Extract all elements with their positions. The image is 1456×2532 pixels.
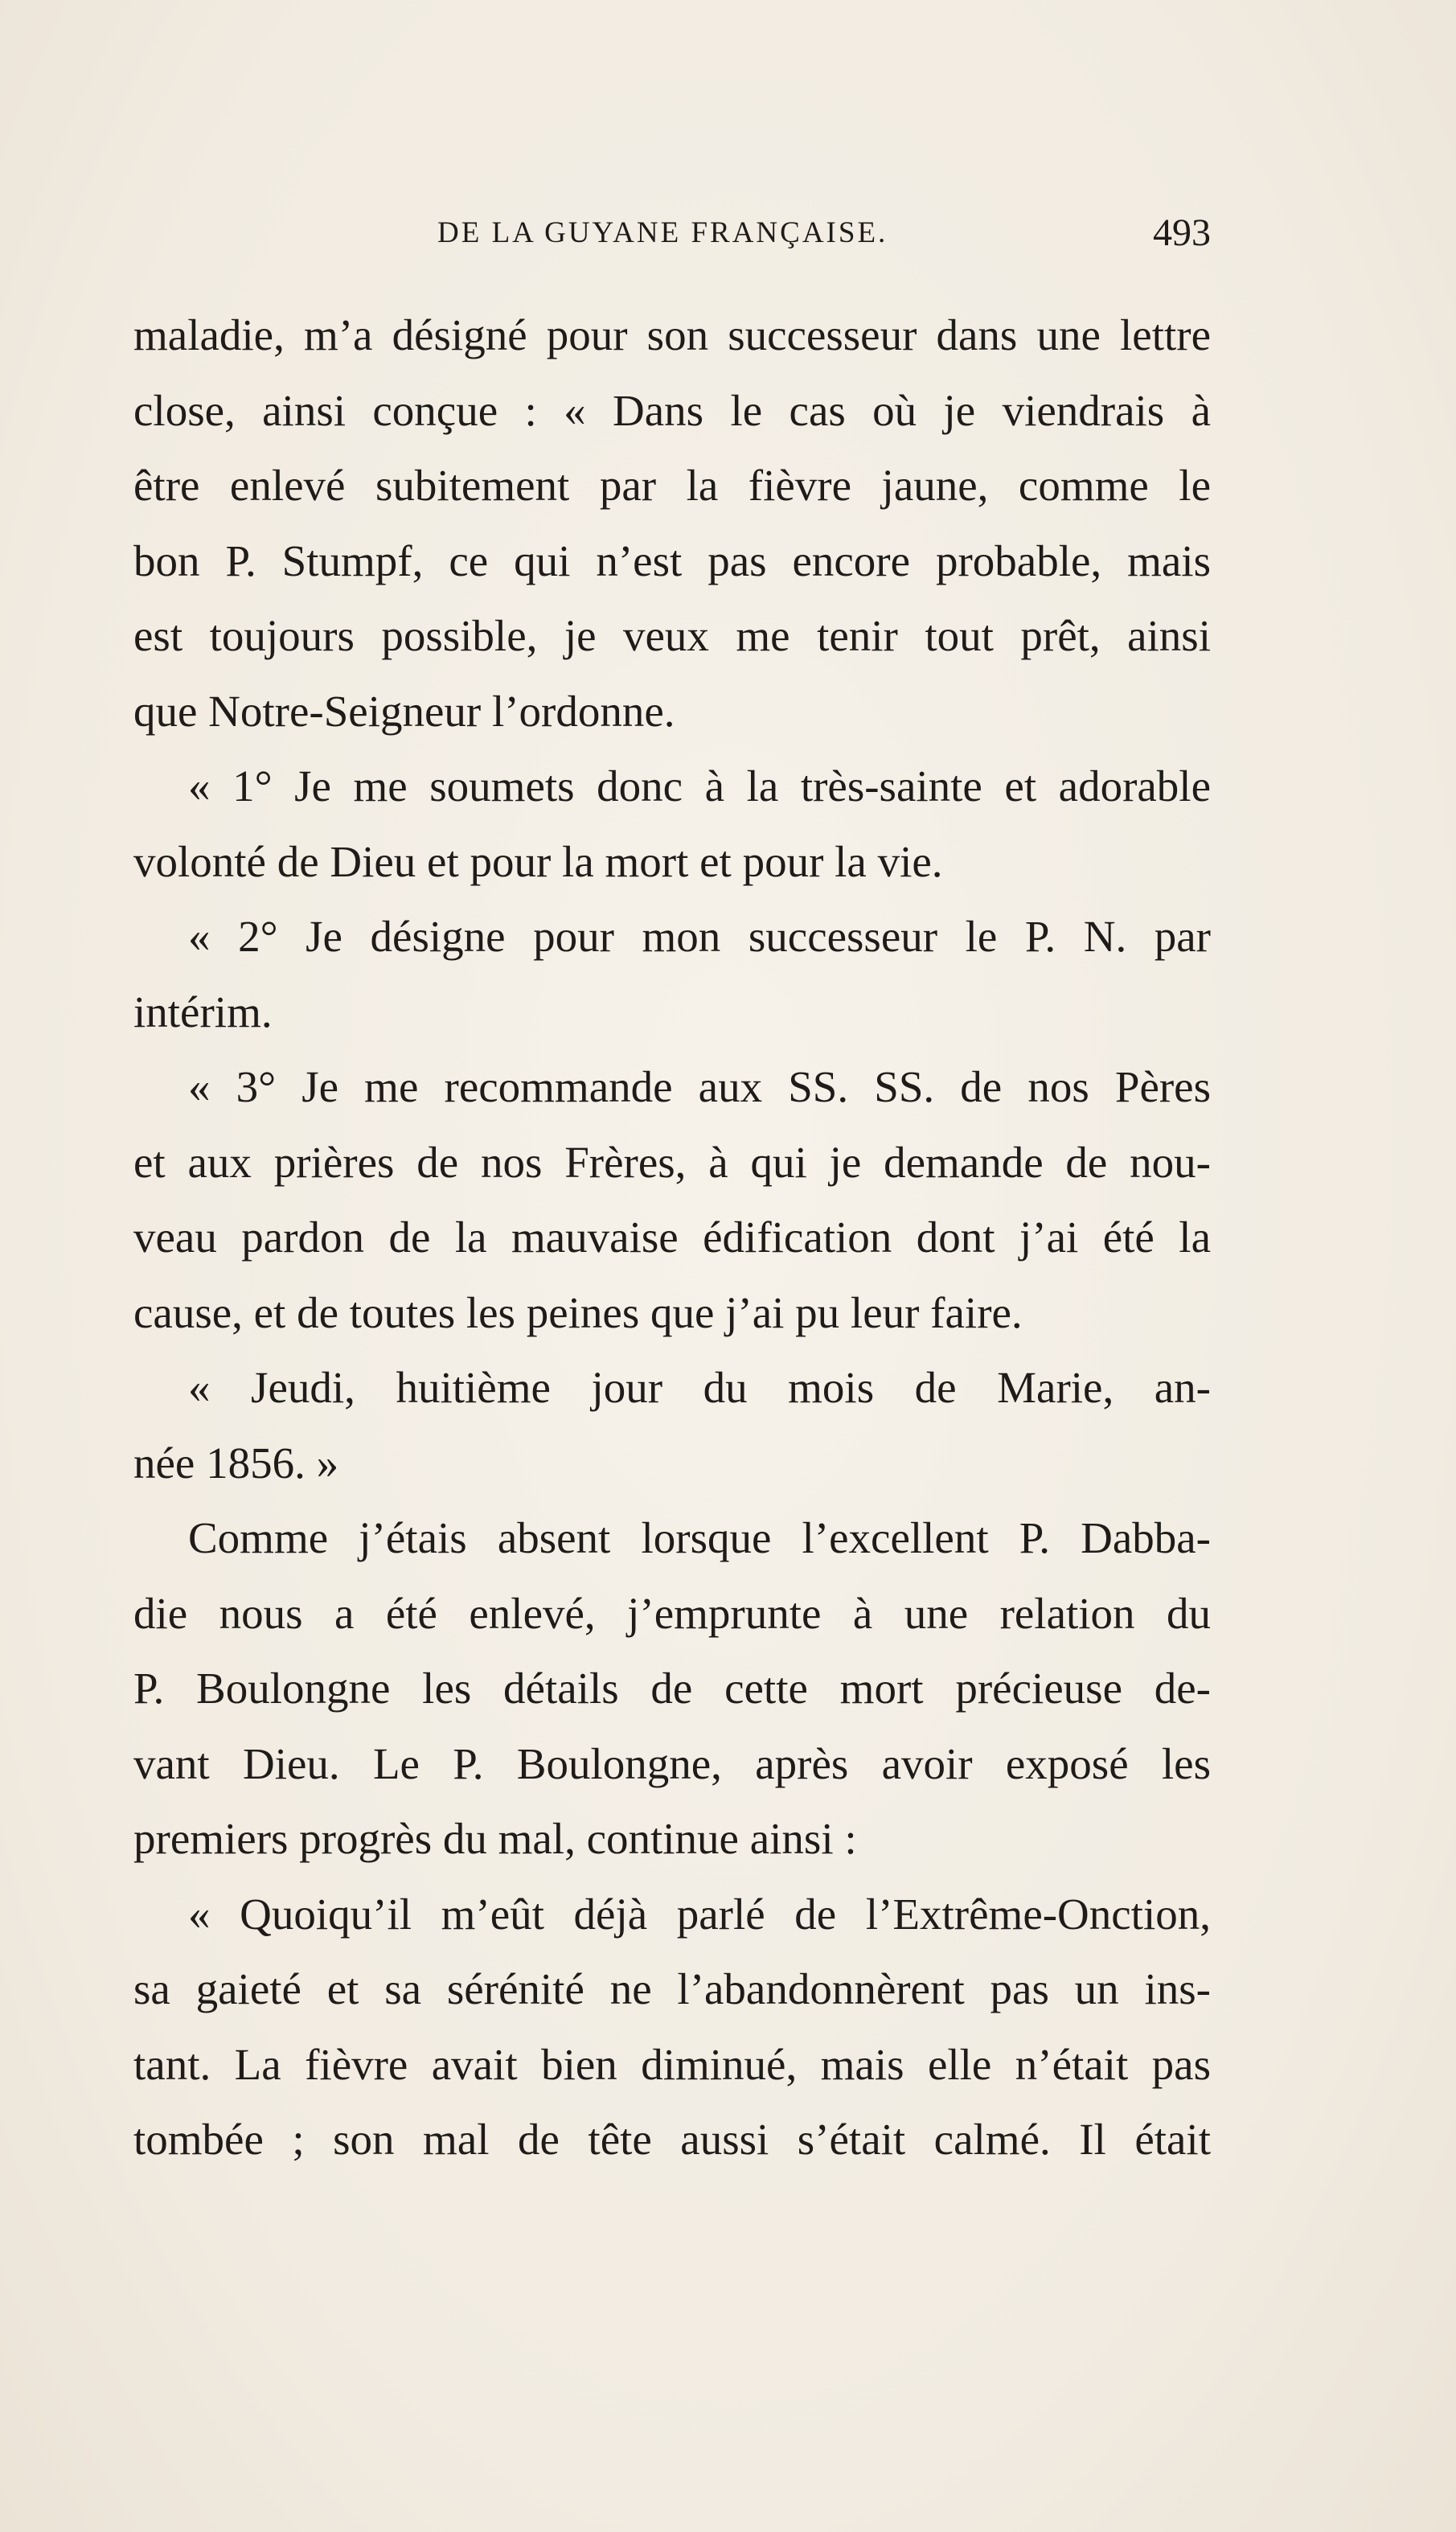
text-line: « 3° Je me recommande aux SS. SS. de nos Pères [188, 1062, 1211, 1111]
text-line: close, ainsi conçue : « Dans le cas où je viendrais à [133, 385, 1211, 435]
text-line: « Quoiqu’il m’eût déjà parlé de l’Extrême-Onction, [188, 1889, 1211, 1939]
page-header [133, 211, 1211, 267]
text-line: née 1856. » [133, 1438, 339, 1488]
text-line: volonté de Dieu et pour la mort et pour la vie. [133, 836, 943, 886]
text-line: est toujours possible, je veux me tenir tout prêt, ainsi [133, 611, 1211, 660]
text-line: « 1° Je me soumets donc à la très-sainte et adorable [188, 761, 1211, 810]
text-line: sa gaieté et sa sérénité ne l’abandonnèrent pas un ins- [133, 1964, 1211, 2013]
text-line: P. Boulongne les détails de cette mort précieuse de- [133, 1664, 1211, 1713]
text-line: tombée ; son mal de tête aussi s’était calmé. Il était [133, 2115, 1211, 2164]
text-line: être enlevé subitement par la fièvre jaune, comme le [133, 461, 1211, 510]
text-line: tant. La fièvre avait bien diminué, mais elle n’était pas [133, 2039, 1211, 2089]
text-line: die nous a été enlevé, j’emprunte à une relation du [133, 1588, 1211, 1638]
running-title: DE LA GUYANE FRANÇAISE. [437, 216, 888, 249]
text-line: intérim. [133, 987, 273, 1036]
text-line: que Notre-Seigneur l’ordonne. [133, 686, 675, 736]
text-line: cause, et de toutes les peines que j’ai pu leur faire. [133, 1287, 1023, 1337]
text-line: premiers progrès du mal, continue ainsi : [133, 1814, 857, 1863]
body-text [133, 298, 1211, 2177]
text-line: « 2° Je désigne pour mon successeur le P. N. par [188, 912, 1211, 961]
text-line: bon P. Stumpf, ce qui n’est pas encore probable, mais [133, 536, 1211, 585]
text-line: « Jeudi, huitième jour du mois de Marie, an- [188, 1363, 1211, 1412]
page-number: 493 [1153, 211, 1211, 254]
text-line: maladie, m’a désigné pour son successeur dans une lettre [133, 310, 1211, 359]
text-line: vant Dieu. Le P. Boulongne, après avoir exposé les [133, 1738, 1211, 1788]
text-line: Comme j’étais absent lorsque l’excellent P. Dabba- [188, 1513, 1211, 1562]
text-line: veau pardon de la mauvaise édification dont j’ai été la [133, 1213, 1211, 1262]
text-line: et aux prières de nos Frères, à qui je demande de nou- [133, 1137, 1211, 1187]
